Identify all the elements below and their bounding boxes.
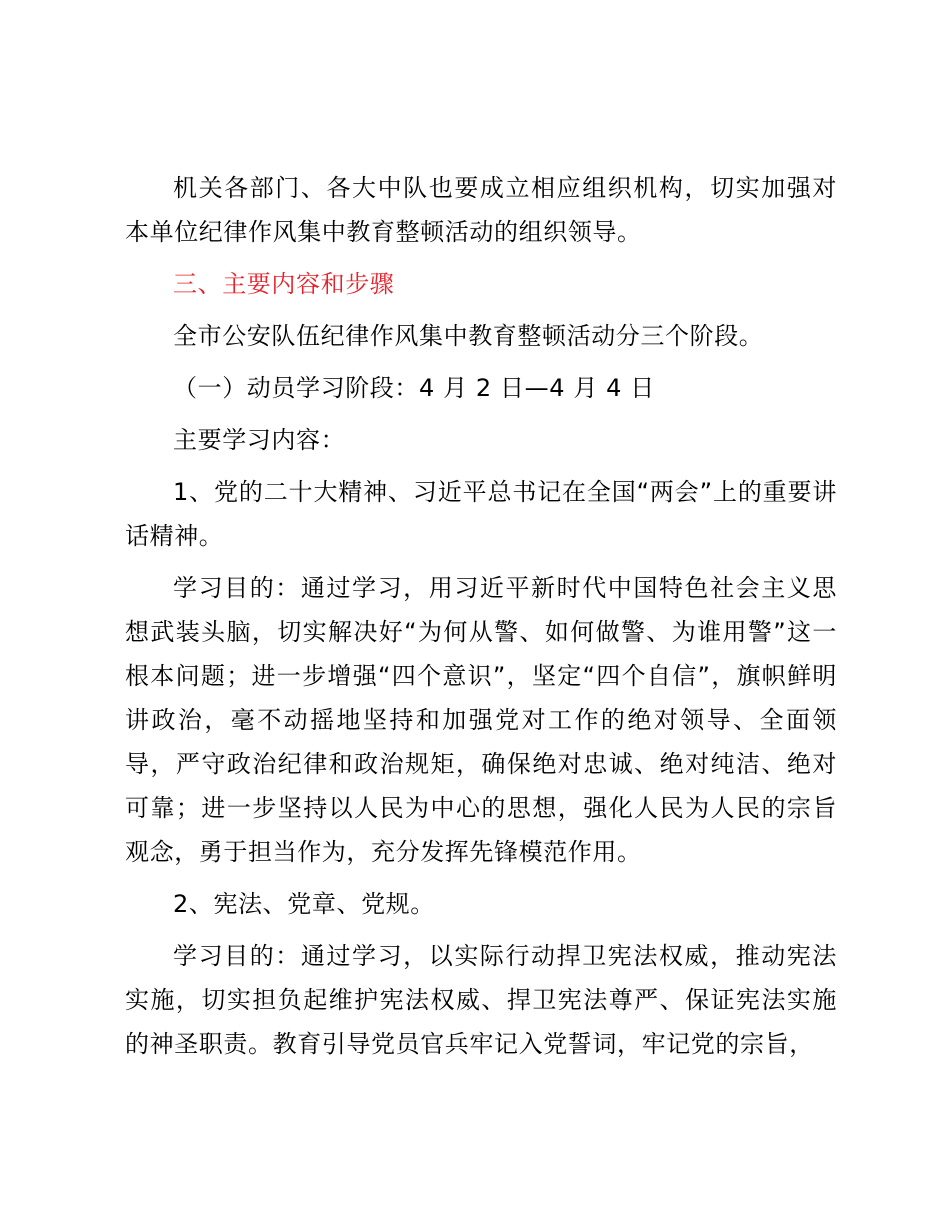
paragraph-three-stages: 全市公安队伍纪律作风集中教育整顿活动分三个阶段。 xyxy=(173,322,764,350)
section-heading-main-content-steps: 三、主要内容和步骤 xyxy=(173,270,395,298)
study-goal-1: 学习目的：通过学习，用习近平新时代中国特色社会主义思想武装头脑，切实解决好“为何从警、如何做警、为谁用警”这一根本问题；进一步增强“四个意识”，坚定“四个自信”，旗帜鲜明讲政治，毫不动摇地坚持和加强党对工作的绝对领导、全面领导，严守政治纪律和政治规矩，确保绝对忠诚、绝对纯洁、绝对可靠；进一步坚持以人民为中心的思想，强化人民为人民的宗旨观念，勇于担当作为，充分发挥先锋模范作用。 xyxy=(125,574,837,866)
paragraph-organization: 机关各部门、各大中队也要成立相应组织机构，切实加强对本单位纪律作风集中教育整顿活动的组织领导。 xyxy=(125,174,837,246)
study-content-label: 主要学习内容： xyxy=(173,426,346,454)
study-goal-2: 学习目的：通过学习，以实际行动捍卫宪法权威，推动宪法实施，切实担负起维护宪法权威、捍卫宪法尊严、保证宪法实施的神圣职责。教育引导党员官兵牢记入党誓词，牢记党的宗旨， xyxy=(125,942,837,1058)
study-item-2: 2、宪法、党章、党规。 xyxy=(173,890,435,918)
document-body xyxy=(125,166,837,1066)
stage-one-heading: （一）动员学习阶段：4 月 2 日—4 月 4 日 xyxy=(173,374,655,402)
study-item-1: 1、党的二十大精神、习近平总书记在全国“两会”上的重要讲话精神。 xyxy=(125,478,837,550)
